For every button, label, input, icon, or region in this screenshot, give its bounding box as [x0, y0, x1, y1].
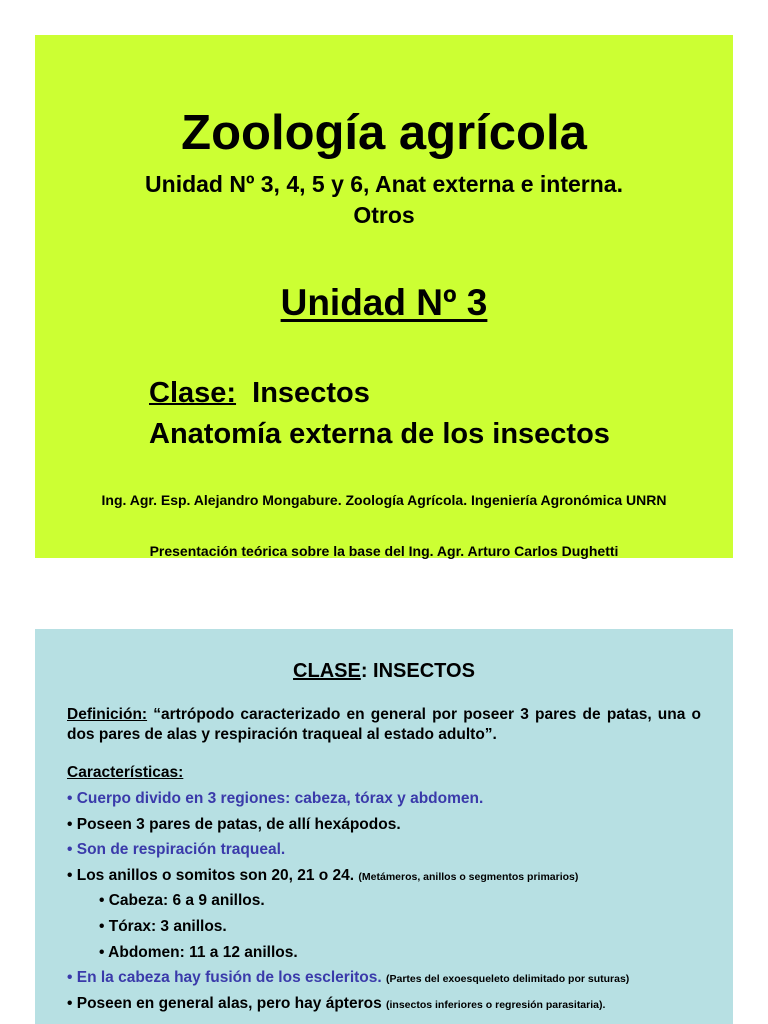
content-slide-title [35, 659, 733, 683]
definition-paragraph [67, 705, 701, 745]
item-text: • Los anillos o somitos son 20, 21 o 24. [67, 866, 359, 884]
item-note: (Partes del exoesqueleto delimitado por suturas) [385, 973, 630, 986]
class-value: Insectos [236, 377, 370, 409]
item-text: • Cabeza: 6 a 9 anillos. [99, 892, 265, 910]
item-text: • Cuerpo divido en 3 regiones: cabeza, tórax y abdomen. [67, 790, 484, 807]
item-text: • Abdomen: 11 a 12 anillos. [99, 943, 298, 961]
list-item [67, 866, 629, 892]
topic-heading: Anatomía externa de los insectos [149, 418, 610, 450]
item-text: • Poseen 3 pares de patas, de allí hexápodos. [67, 815, 401, 833]
item-text: • Son de respiración traqueal. [67, 841, 286, 859]
list-item [67, 815, 629, 841]
source-credit: Presentación teórica sobre la base del Ing. Agr. Arturo Carlos Dughetti [149, 543, 619, 559]
definition-label: Definición: [67, 706, 148, 723]
item-note: (insectos inferiores o regresión parasitaria). [386, 998, 606, 1011]
item-text: • Poseen en general alas, pero hay ápteros [67, 994, 386, 1012]
unit-heading: Unidad Nº 3 [280, 282, 488, 323]
title-rest: : INSECTOS [360, 660, 475, 682]
list-item [67, 840, 629, 866]
content-slide [35, 629, 733, 1024]
characteristics-list [67, 789, 629, 1019]
definition-text: “artrópodo caracterizado en general por poseer 3 pares de patas, una o dos pares de alas y respiración traqueal al estado adulto”. [67, 706, 701, 743]
list-item [67, 917, 629, 943]
list-item [67, 968, 629, 994]
characteristics-label: Características: [67, 764, 184, 781]
item-text: • En la cabeza hay fusión de los escleritos. [67, 969, 386, 987]
list-item [67, 994, 629, 1020]
slide-subtitle: Unidad Nº 3, 4, 5 y 6, Anat externa e interna. Otros [145, 171, 623, 228]
title-underlined: CLASE [293, 660, 361, 682]
item-note: (Metámeros, anillos o segmentos primarios) [358, 870, 579, 883]
author-credit: Ing. Agr. Esp. Alejandro Mongabure. Zoología Agrícola. Ingeniería Agronómica UNRN [101, 492, 667, 508]
class-line [149, 376, 370, 411]
slide-title: Zoología agrícola [181, 106, 587, 160]
title-slide [35, 35, 733, 558]
list-item [67, 943, 629, 969]
class-label: Clase: [149, 377, 237, 409]
list-item [67, 891, 629, 917]
list-item [67, 789, 629, 815]
item-text: • Tórax: 3 anillos. [99, 917, 227, 935]
